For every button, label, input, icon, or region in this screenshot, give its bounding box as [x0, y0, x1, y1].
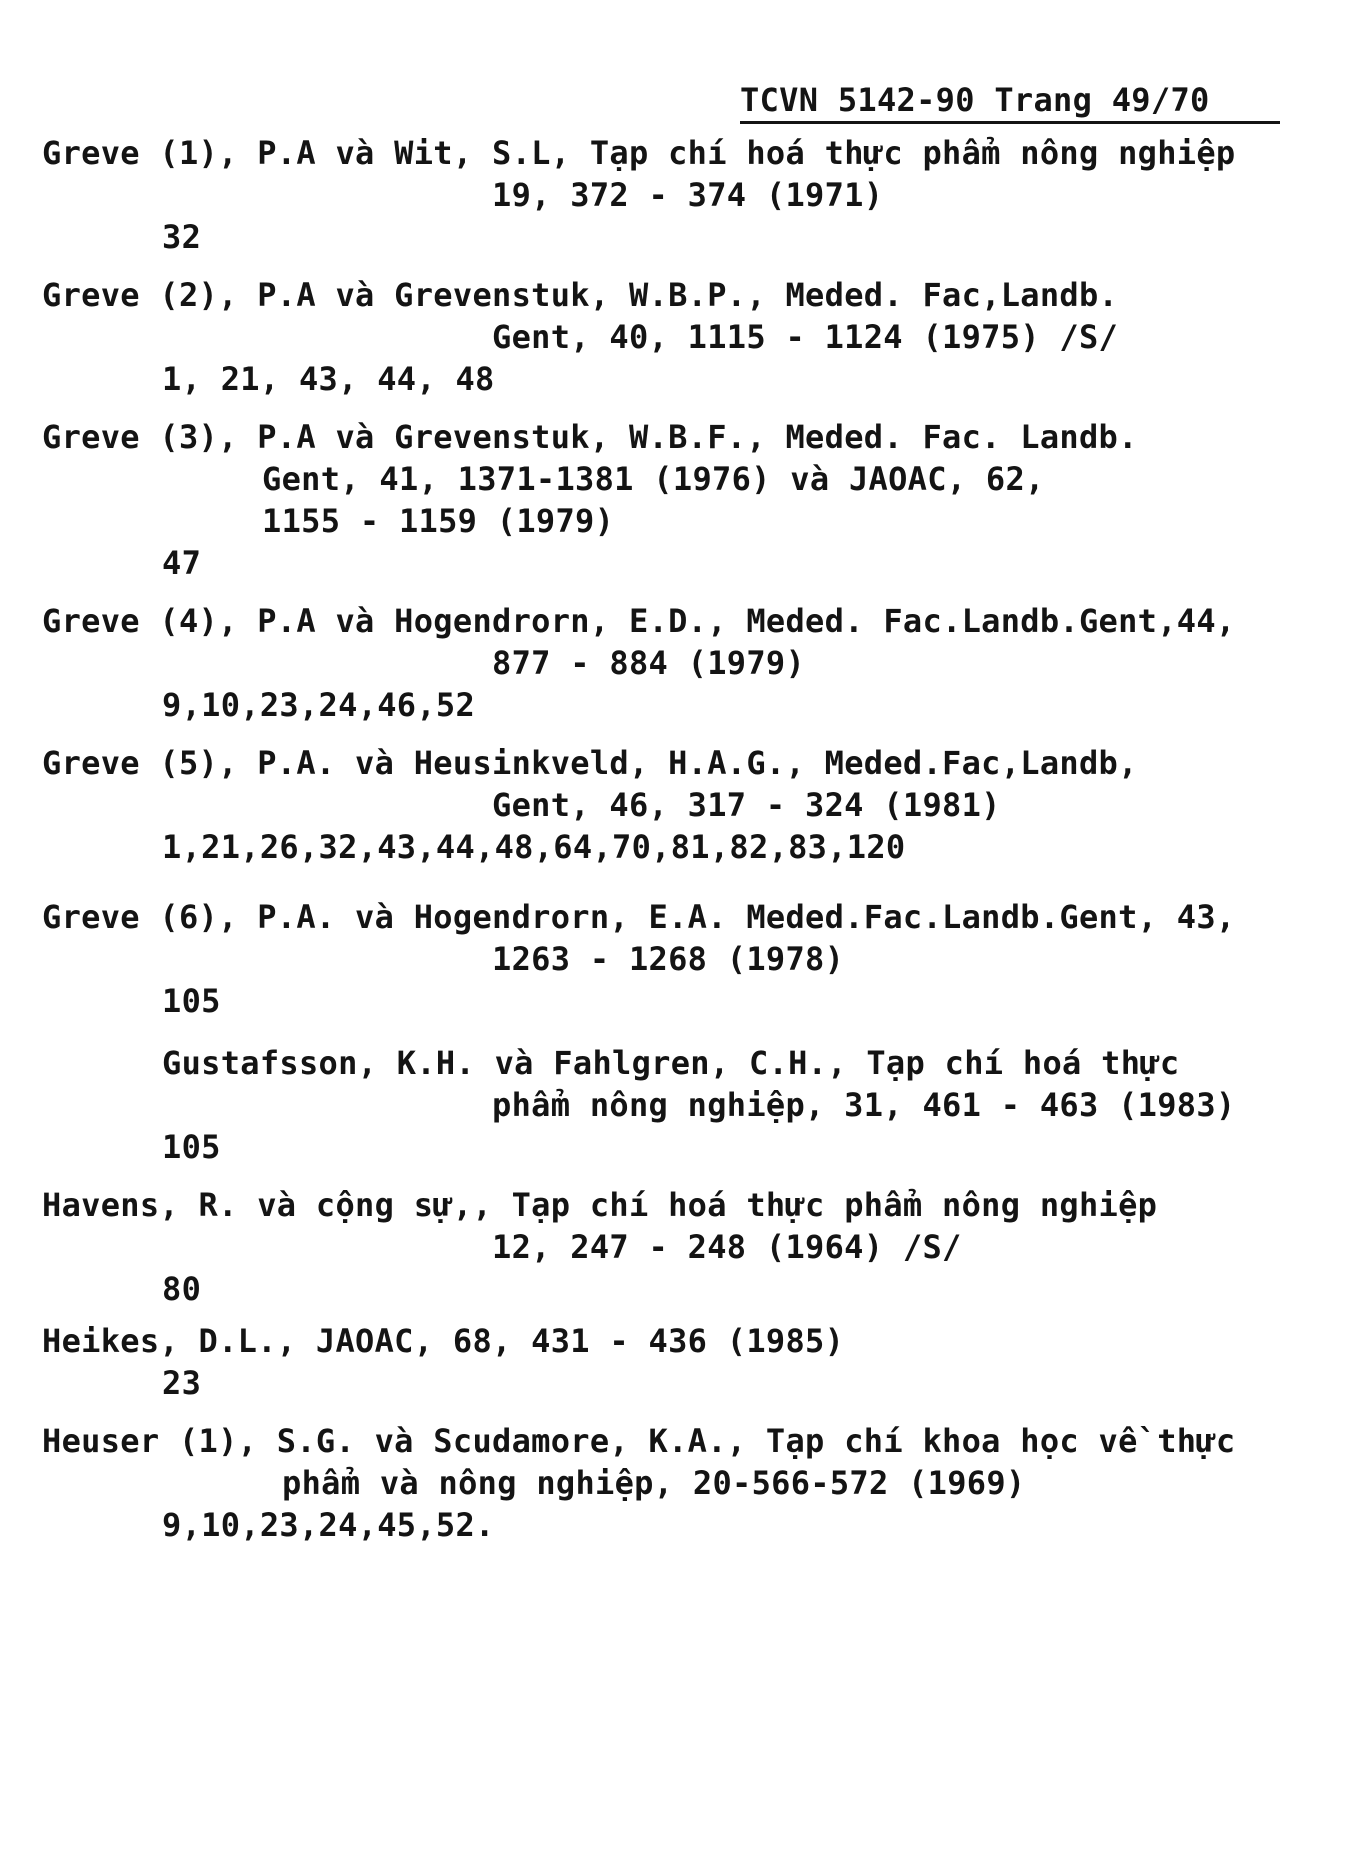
reference-pages: 32 [162, 218, 202, 256]
reference-pages: 105 [162, 1128, 221, 1166]
reference-line: Greve (1), P.A và Wit, S.L, Tạp chí hoá thực phẩm nông nghiệp [42, 134, 1236, 172]
reference-pages: 80 [162, 1270, 202, 1308]
reference-line: Heuser (1), S.G. và Scudamore, K.A., Tạp chí khoa học về thực [42, 1422, 1236, 1460]
header-underline [740, 121, 1280, 124]
reference-pages: 1,21,26,32,43,44,48,64,70,81,82,83,120 [162, 828, 906, 866]
reference-line: Gustafsson, K.H. và Fahlgren, C.H., Tạp chí hoá thực [162, 1044, 1180, 1082]
reference-line: 12, 247 - 248 (1964) /S/ [492, 1228, 962, 1266]
reference-pages: 9,10,23,24,46,52 [162, 686, 476, 724]
reference-pages: 105 [162, 982, 221, 1020]
reference-line: Greve (5), P.A. và Heusinkveld, H.A.G., Meded.Fac,Landb, [42, 744, 1138, 782]
reference-pages: 9,10,23,24,45,52. [162, 1506, 495, 1544]
reference-line: Gent, 46, 317 - 324 (1981) [492, 786, 1001, 824]
reference-line: Havens, R. và cộng sự,, Tạp chí hoá thực phẩm nông nghiệp [42, 1186, 1158, 1224]
reference-line: Greve (2), P.A và Grevenstuk, W.B.P., Meded. Fac,Landb. [42, 276, 1119, 314]
reference-line: 877 - 884 (1979) [492, 644, 806, 682]
reference-line: phẩm và nông nghiệp, 20-566-572 (1969) [282, 1464, 1026, 1502]
reference-pages: 1, 21, 43, 44, 48 [162, 360, 495, 398]
page-reference: TCVN 5142-90 Trang 49/70 [740, 81, 1210, 119]
reference-line: 1155 - 1159 (1979) [262, 502, 615, 540]
reference-line: Greve (4), P.A và Hogendrorn, E.D., Meded. Fac.Landb.Gent,44, [42, 602, 1236, 640]
reference-line: Gent, 40, 1115 - 1124 (1975) /S/ [492, 318, 1119, 356]
reference-line: phẩm nông nghiệp, 31, 461 - 463 (1983) [492, 1086, 1236, 1124]
reference-line: 1263 - 1268 (1978) [492, 940, 845, 978]
reference-pages: 23 [162, 1364, 202, 1402]
reference-pages: 47 [162, 544, 202, 582]
reference-line: 19, 372 - 374 (1971) [492, 176, 884, 214]
reference-line: Greve (6), P.A. và Hogendrorn, E.A. Meded.Fac.Landb.Gent, 43, [42, 898, 1236, 936]
reference-line: Greve (3), P.A và Grevenstuk, W.B.F., Meded. Fac. Landb. [42, 418, 1138, 456]
reference-line: Gent, 41, 1371-1381 (1976) và JAOAC, 62, [262, 460, 1045, 498]
reference-line: Heikes, D.L., JAOAC, 68, 431 - 436 (1985) [42, 1322, 845, 1360]
